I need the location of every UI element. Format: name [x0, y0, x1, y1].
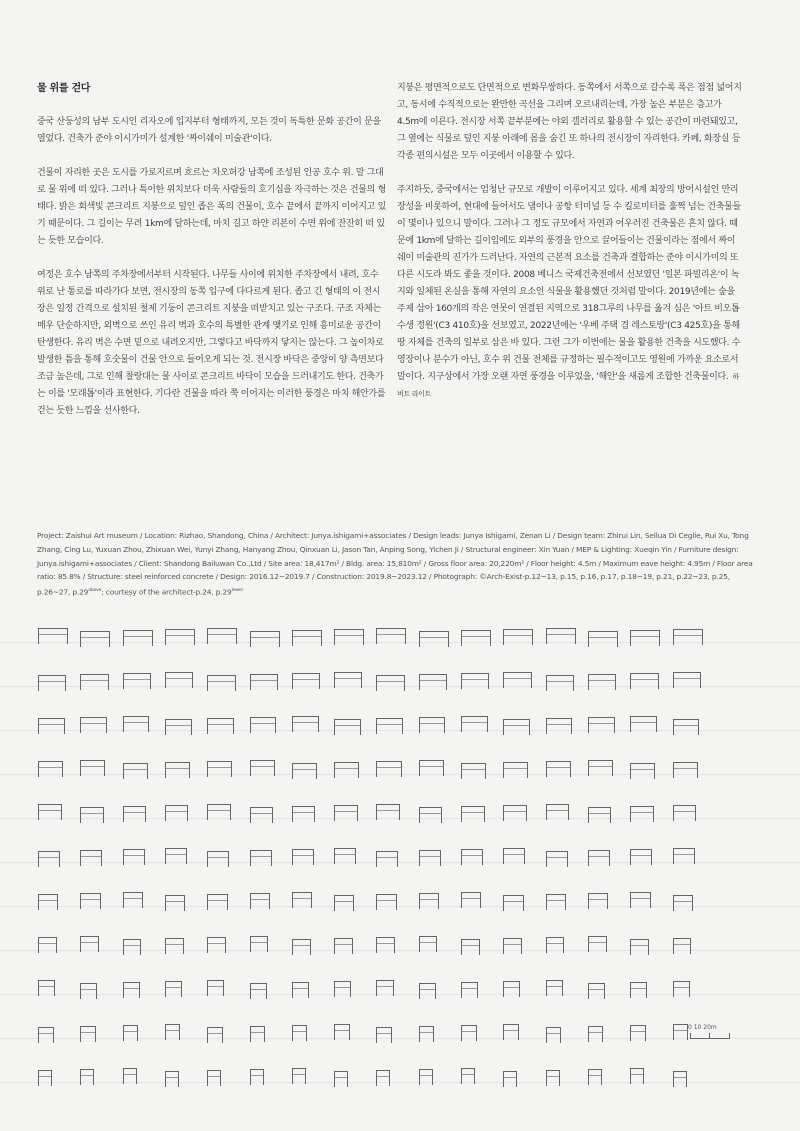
section-drawing	[461, 673, 489, 689]
section-drawing	[376, 851, 398, 867]
section-drawing	[503, 762, 528, 778]
section-drawing	[419, 983, 436, 999]
section-drawing	[630, 1068, 644, 1084]
section-drawing	[250, 936, 269, 952]
paragraph: 건물이 자리한 곳은 도시를 가로지르며 흐르는 차오허강 남쪽에 조성된 인공 호수 위. 말 그대로 물 위에 떠 있다. 그러나 특이한 위치보다 더욱 사람들의 호기심을 자극하는 것은 건물의 형태다. 밝은 회색빛 콘크리트 지붕으로 덮인 좁은 폭의 건물이, 호수 끝에서 끝까지 이어지고 있기 때문이다. 그 길이는 무려 1km에 달하는데, 마치 길고 하얀 리본이 수면 위에 잔잔히 떠 있는 듯한 모습이다.	[37, 168, 386, 246]
section-drawing	[292, 1068, 306, 1084]
section-drawing	[38, 675, 66, 691]
section-drawing	[376, 937, 395, 953]
section-drawing	[80, 893, 100, 909]
section-drawing	[38, 718, 65, 734]
section-drawing	[503, 1024, 519, 1040]
section-drawing	[546, 804, 570, 820]
section-drawing	[630, 982, 647, 998]
section-drawing	[292, 763, 317, 779]
section-drawing	[630, 763, 655, 779]
section-drawing	[461, 716, 488, 732]
section-drawing	[376, 894, 396, 910]
section-drawing	[461, 982, 478, 998]
section-drawing	[673, 1071, 687, 1087]
section-drawing	[461, 630, 491, 646]
section-drawing	[546, 1070, 560, 1086]
section-drawing	[419, 717, 446, 733]
section-drawing	[334, 629, 364, 645]
section-drawing	[376, 718, 403, 734]
section-drawing	[503, 981, 520, 997]
section-drawing	[165, 762, 190, 778]
paragraph: 중국 산둥성의 남부 도시인 리자오에 입지부터 형태까지, 모든 것이 독특한 문화 공간이 문을 열었다. 건축가 준야 이시가미가 설계한 '짜이쉐이 미술관'이다.	[37, 117, 381, 144]
section-drawing	[461, 763, 486, 779]
section-drawing	[123, 892, 143, 908]
section-drawing	[334, 719, 361, 735]
article-title: 물 위를 걷다	[37, 83, 91, 94]
section-row	[0, 1016, 800, 1056]
section-row	[0, 1060, 800, 1100]
section-drawing	[673, 895, 693, 911]
section-drawing	[292, 806, 316, 822]
section-drawing	[630, 849, 652, 865]
section-drawing	[630, 939, 649, 955]
paragraph: 여정은 호수 남쪽의 주차장에서부터 시작된다. 나무들 사이에 위치한 주차장에서 내려, 호수 위로 난 통로를 따라가다 보면, 전시장의 동쪽 입구에 다다르게 된다. 좁고 긴 형태의 이 전시장은 일정 간격으로 설치된 철제 기둥이 콘크리트 지붕을 떠받치고 있는 구조다. 구조 자체는 매우 단순하지만, 외벽으로 쓰인 유리 벽과 호수의 특별한 관계 맺기로 인해 흥미로운 공간이 탄생한다. 유리 벽은 수면 밑으로 내려오지만, 그렇다고 바닥까지 닿지는 않는다. 그 높이차로 발생한 틈을 통해 호숫물이 건물 안으로 들어오게 되는 것. 전시장 바닥은 중앙이 양 측면보다 조금 높은데, 그로 인해 찰랑대는 물 사이로 콘크리트 바닥이 모습을 드러내기도 한다. 건축가는 이를 '모래톱'이라 표현한다. 기다란 건물을 따라 쭉 이어지는 이러한 풍경은 마치 해안가를 걷는 듯한 느낌을 선사한다.	[37, 270, 386, 416]
section-drawing	[546, 718, 573, 734]
section-drawing	[292, 1025, 308, 1041]
section-drawing	[419, 1069, 433, 1085]
section-drawing	[38, 761, 63, 777]
section-drawing	[80, 631, 110, 647]
section-drawing	[123, 982, 140, 998]
section-drawing	[588, 1069, 602, 1085]
section-drawing	[250, 717, 277, 733]
section-drawing	[207, 675, 235, 691]
section-drawing	[376, 675, 404, 691]
section-drawing	[292, 673, 320, 689]
section-drawing	[123, 806, 147, 822]
section-drawing	[419, 674, 447, 690]
section-drawing	[376, 628, 406, 644]
right-column	[397, 80, 742, 420]
section-drawing	[588, 893, 608, 909]
section-drawing	[292, 716, 319, 732]
section-drawing	[419, 631, 449, 647]
section-row	[0, 928, 800, 968]
section-drawing	[207, 1070, 221, 1086]
section-drawing	[165, 848, 187, 864]
section-row	[0, 752, 800, 792]
scale-label: 0 10 20m	[688, 1024, 717, 1031]
section-drawing	[334, 1024, 350, 1040]
section-drawing	[588, 631, 618, 647]
section-drawing	[673, 629, 703, 645]
section-drawing	[588, 983, 605, 999]
section-drawing	[546, 761, 571, 777]
section-drawing	[503, 1071, 517, 1087]
section-drawing	[38, 937, 57, 953]
section-drawing	[588, 936, 607, 952]
section-drawing	[334, 895, 354, 911]
section-drawing	[123, 630, 153, 646]
section-drawing	[38, 1027, 54, 1043]
section-drawing	[165, 805, 189, 821]
section-drawing	[38, 851, 60, 867]
section-drawing	[630, 892, 650, 908]
section-drawing	[334, 848, 356, 864]
section-drawing	[292, 892, 312, 908]
section-drawing	[292, 630, 322, 646]
section-drawing	[250, 760, 275, 776]
section-drawing	[250, 631, 280, 647]
section-drawing	[250, 850, 272, 866]
section-drawing	[419, 893, 439, 909]
credits-tail: ; courtesy of the architect-p.24, p.29	[101, 587, 232, 597]
section-drawing	[546, 851, 568, 867]
section-drawing	[419, 760, 444, 776]
section-drawing	[123, 849, 145, 865]
credits-sup: above	[88, 588, 102, 594]
section-drawing	[673, 1024, 689, 1040]
section-drawing	[123, 716, 150, 732]
paragraph-last	[397, 182, 742, 403]
section-drawing	[419, 807, 443, 823]
section-drawing	[250, 893, 270, 909]
section-drawing	[376, 1027, 392, 1043]
section-drawing	[503, 672, 531, 688]
section-drawing	[673, 672, 701, 688]
author-signature: 하버트 라이트	[397, 373, 739, 398]
section-drawing	[588, 850, 610, 866]
section-drawing	[419, 1026, 435, 1042]
section-drawing	[165, 938, 184, 954]
section-drawing	[334, 762, 359, 778]
section-drawing	[207, 937, 226, 953]
section-drawing	[461, 806, 485, 822]
section-drawing	[207, 761, 232, 777]
section-drawing	[80, 1069, 94, 1085]
section-drawing	[165, 672, 193, 688]
section-drawing	[250, 674, 278, 690]
section-drawing	[292, 982, 309, 998]
section-drawing	[461, 939, 480, 955]
section-drawing	[292, 939, 311, 955]
section-drawing	[38, 1070, 52, 1086]
section-drawing	[461, 892, 481, 908]
section-drawing	[673, 848, 695, 864]
section-drawing	[673, 981, 690, 997]
section-row	[0, 664, 800, 704]
section-drawing	[207, 980, 224, 996]
section-drawing	[419, 936, 438, 952]
section-drawing	[123, 1068, 137, 1084]
section-drawing	[630, 716, 657, 732]
section-drawing	[376, 1070, 390, 1086]
section-drawing	[207, 804, 231, 820]
section-drawing	[588, 807, 612, 823]
left-column	[37, 80, 387, 437]
credits-text: Project: Zaishui Art museum / Location: Rizhao, Shandong, China / Architect: Junya.ishigami+associates / Design leads: Junya Ishigami, Zenan Li / Design team: Zhirui Lin, Sellua Di Ceglie, Rui Xu, Tong Zhang, Cing Lu, Yuxuan Zhou, Zhixuan Wei, Yunyi Zhang, Hanyang Zhou, Qinxuan Li, Jason Tan, Anping Song, Yichen Ji / Structural engineer: Xin Yuan / MEP & Lighting: Xueqin Yin / Furniture design: Junya.ishigami+associates / Client: Shandong Bailuwan Co.,Ltd / Site area: 18,417m² / Bldg. area: 15,810m² / Gross floor area: 20,220m² / Floor height: 4.5m / Maximum eave height: 4.95m / Floor area ratio: 85.8% / Structure: steel reinforced concrete / Design: 2016.12~2019.7 / Construction: 2019.8~2023.12 / Photograph: ©Arch-Exist-p.12~13, p.15, p.16, p.17, p.18~19, p.21, p.22~23, p.25, p.26~27, p.29	[37, 531, 753, 597]
section-drawing	[250, 807, 274, 823]
project-credits	[37, 529, 761, 599]
section-drawing	[165, 981, 182, 997]
section-drawing	[546, 1027, 562, 1043]
section-drawing	[630, 630, 660, 646]
section-drawing	[38, 894, 58, 910]
section-row	[0, 840, 800, 880]
section-drawing	[165, 1071, 179, 1087]
section-drawing	[673, 719, 700, 735]
section-drawing	[461, 1025, 477, 1041]
section-row	[0, 708, 800, 748]
section-drawing	[80, 936, 99, 952]
section-drawing	[503, 938, 522, 954]
section-drawing	[207, 1027, 223, 1043]
section-drawing	[673, 762, 698, 778]
section-drawing	[250, 983, 267, 999]
scale-bar	[690, 1033, 730, 1039]
section-drawing	[673, 805, 697, 821]
credits-sup: lower	[231, 588, 244, 594]
section-drawing	[165, 1024, 181, 1040]
section-drawing	[503, 848, 525, 864]
section-drawing	[588, 1026, 604, 1042]
section-drawings	[0, 620, 800, 1080]
paragraph: 지붕은 평면적으로도 단면적으로 변화무쌍하다. 동쪽에서 서쪽으로 갈수록 폭은 점점 넓어지고, 동시에 수직적으로는 완만한 곡선을 그리며 오르내리는데, 가장 높은 부분은 층고가 4.5m에 이른다. 전시장 서쪽 끝부분에는 야외 갤러리로 활용할 수 있는 공간이 마련돼있고, 그 옆에는 식물로 덮인 지붕 아래에 몸을 숨긴 또 하나의 전시장이 자리한다. 카페, 화장실 등 각종 편의시설은 모두 이곳에서 이용할 수 있다.	[397, 83, 742, 161]
section-drawing	[80, 1026, 96, 1042]
section-drawing	[503, 805, 527, 821]
section-drawing	[165, 719, 192, 735]
section-drawing	[503, 629, 533, 645]
section-drawing	[80, 850, 102, 866]
section-drawing	[546, 675, 574, 691]
section-drawing	[376, 804, 400, 820]
section-drawing	[250, 1069, 264, 1085]
section-drawing	[461, 849, 483, 865]
section-drawing	[80, 674, 108, 690]
section-drawing	[80, 760, 105, 776]
section-drawing	[630, 806, 654, 822]
section-drawing	[376, 761, 401, 777]
section-drawing	[207, 628, 237, 644]
section-drawing	[334, 805, 358, 821]
section-drawing	[123, 673, 151, 689]
section-drawing	[38, 980, 55, 996]
section-drawing	[546, 894, 566, 910]
section-drawing	[207, 718, 234, 734]
section-drawing	[461, 1068, 475, 1084]
section-drawing	[546, 980, 563, 996]
section-drawing	[419, 850, 441, 866]
section-drawing	[334, 938, 353, 954]
section-row	[0, 620, 800, 660]
section-drawing	[165, 629, 195, 645]
section-drawing	[630, 1025, 646, 1041]
section-drawing	[630, 673, 658, 689]
section-drawing	[503, 719, 530, 735]
section-drawing	[376, 980, 393, 996]
section-row	[0, 972, 800, 1012]
section-drawing	[588, 674, 616, 690]
section-drawing	[123, 763, 148, 779]
section-drawing	[38, 628, 68, 644]
section-drawing	[546, 628, 576, 644]
section-drawing	[80, 717, 107, 733]
paragraph-text: 주지하듯, 중국에서는 엄청난 규모로 개발이 이루어지고 있다. 세계 최장의 방어시설인 만리장성을 비롯하여, 현대에 들어서도 댐이나 공항 터미널 등 수 킬로미터를 훌쩍 넘는 건축물들이 몇이나 있으니 말이다. 그러나 그 정도 규모에서 자연과 어우러진 건축물은 흔치 않다. 때문에 1km에 달하는 길이임에도 외부의 풍경을 안으로 끌어들이는 건물이라는 점에서 짜이쉐이 미술관의 진가가 드러난다. 자연의 근본적 요소를 건축과 결합하는 준야 이시가미의 또 다른 시도라 봐도 좋을 것이다. 2008 베니스 국제건축전에서 선보였던 '일본 파빌리온'이 녹지와 일체된 온실을 통해 자연의 요소인 식물을 활용했던 것처럼 말이다. 2019년에는 숲을 주제 삼아 160개의 작은 연못이 연결된 지역으로 318그루의 나무를 옮겨 심은 '아트 비오톱 수생 정원'(C3 410호)을 선보였고, 2022년에는 '우베 주택 겸 레스토랑'(C3 425호)을 통해 땅 자체를 건축의 일부로 삼은 바 있다. 그런 그가 이번에는 물을 활용한 건축을 시도했다. 수영장이나 분수가 아닌, 호수 위 건물 전체를 규정하는 필수적이고도 영원에 가까운 요소로서 말이다. 지구상에서 가장 오랜 자연 풍경을 이루었을, '해안'을 새롭게 조합한 건축물이다.	[397, 185, 741, 382]
section-drawing	[588, 717, 615, 733]
section-drawing	[673, 938, 692, 954]
section-drawing	[80, 983, 97, 999]
section-drawing	[250, 1026, 266, 1042]
section-row	[0, 796, 800, 836]
section-row	[0, 884, 800, 924]
section-drawing	[334, 1071, 348, 1087]
section-drawing	[292, 849, 314, 865]
section-drawing	[334, 981, 351, 997]
section-drawing	[334, 672, 362, 688]
section-drawing	[123, 939, 142, 955]
section-drawing	[588, 760, 613, 776]
section-drawing	[80, 807, 104, 823]
section-drawing	[503, 895, 523, 911]
section-drawing	[165, 895, 185, 911]
section-drawing	[546, 937, 565, 953]
section-drawing	[123, 1025, 139, 1041]
section-drawing	[207, 851, 229, 867]
section-drawing	[38, 804, 62, 820]
section-drawing	[207, 894, 227, 910]
